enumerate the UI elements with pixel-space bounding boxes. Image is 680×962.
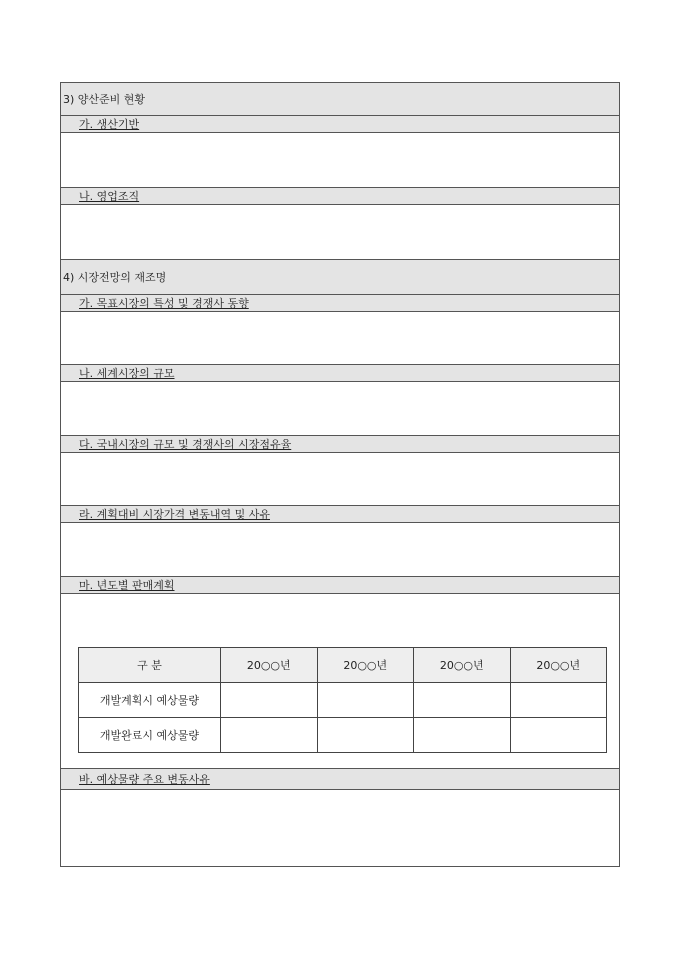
section-3b-header [61, 188, 619, 205]
section-3b-content[interactable] [61, 205, 619, 260]
header-year-4: 20○○년 [510, 648, 607, 683]
section-4f-header [61, 769, 619, 790]
section-4-title [61, 260, 619, 295]
header-year-2: 20○○년 [317, 648, 414, 683]
section-4f-content[interactable] [61, 790, 619, 866]
section-3a-label: 가. 생산기반 [79, 118, 140, 131]
table-cell[interactable] [317, 718, 414, 753]
section-4a-label: 가. 목표시장의 특성 및 경쟁사 동향 [79, 297, 249, 310]
row-label-completed: 개발완료시 예상물량 [79, 718, 221, 753]
section-4e-header [61, 577, 619, 594]
section-3a-header [61, 116, 619, 133]
section-4d-label: 라. 계획대비 시장가격 변동내역 및 사유 [79, 508, 270, 521]
section-4f-label: 바. 예상물량 주요 변동사유 [79, 773, 210, 786]
table-cell[interactable] [414, 718, 511, 753]
section-4d-content[interactable] [61, 523, 619, 577]
table-cell[interactable] [510, 718, 607, 753]
header-year-1: 20○○년 [221, 648, 318, 683]
form-table [60, 82, 620, 867]
header-year-3: 20○○년 [414, 648, 511, 683]
section-4-title-text: 4) 시장전망의 재조명 [63, 270, 167, 284]
section-4b-content[interactable] [61, 382, 619, 436]
section-4b-label: 나. 세계시장의 규모 [79, 367, 175, 380]
table-cell[interactable] [221, 718, 318, 753]
table-header-row [79, 648, 607, 683]
section-4e-content [61, 594, 619, 769]
sales-plan-table [78, 647, 607, 753]
section-4c-header [61, 436, 619, 453]
section-4a-header [61, 295, 619, 312]
section-4d-header [61, 506, 619, 523]
table-row [79, 683, 607, 718]
section-4c-label: 다. 국내시장의 규모 및 경쟁사의 시장점유율 [79, 438, 292, 451]
section-4a-content[interactable] [61, 312, 619, 365]
table-row [79, 718, 607, 753]
table-cell[interactable] [317, 683, 414, 718]
section-3a-content[interactable] [61, 133, 619, 188]
table-cell[interactable] [414, 683, 511, 718]
section-3-title [61, 83, 619, 116]
section-4e-label: 마. 년도별 판매계획 [79, 579, 175, 592]
table-cell[interactable] [510, 683, 607, 718]
section-3-title-text: 3) 양산준비 현황 [63, 92, 146, 106]
row-label-planned: 개발계획시 예상물량 [79, 683, 221, 718]
section-4b-header [61, 365, 619, 382]
section-4c-content[interactable] [61, 453, 619, 506]
table-cell[interactable] [221, 683, 318, 718]
header-category: 구 분 [79, 648, 221, 683]
section-3b-label: 나. 영업조직 [79, 190, 140, 203]
